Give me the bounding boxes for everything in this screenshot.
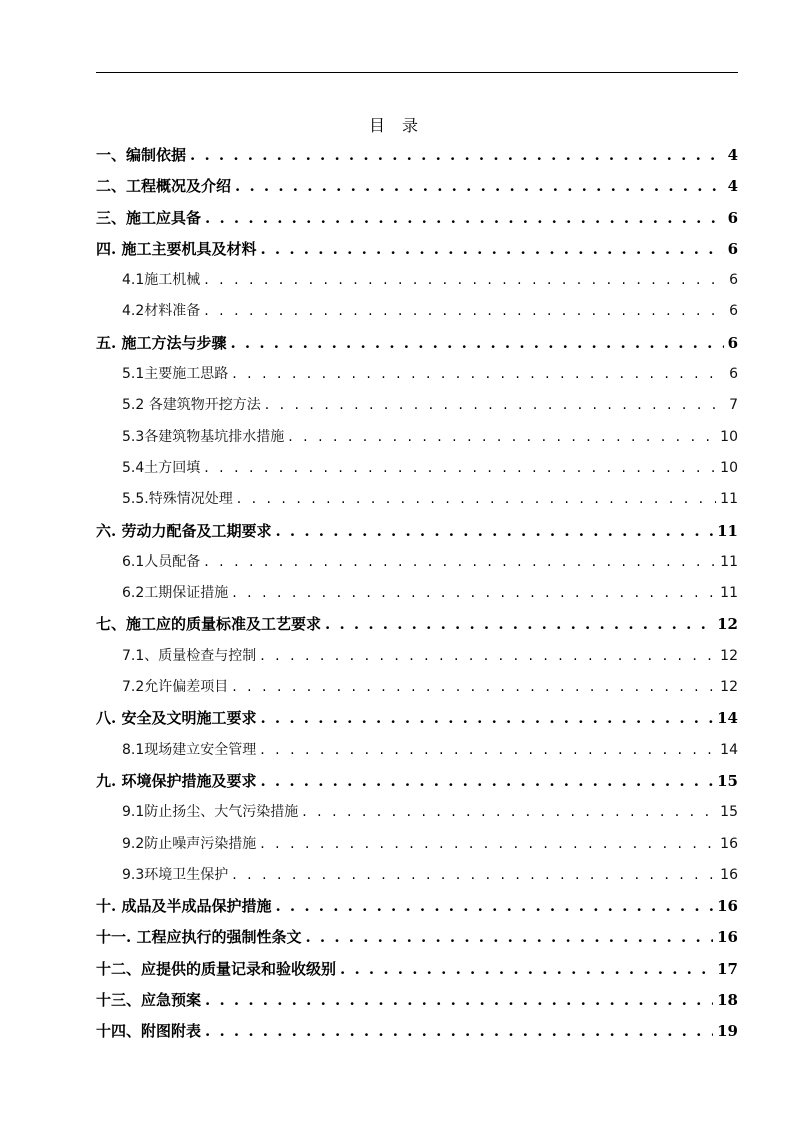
toc-entry[interactable]: [96, 609, 738, 640]
toc-entry[interactable]: [96, 703, 738, 734]
toc-entry-page: 14: [720, 741, 738, 758]
toc-entry-label: 八. 安全及文明施工要求: [96, 709, 257, 728]
toc-entry-page: 6: [727, 239, 738, 258]
toc-entry-label: 5.4土方回填: [122, 459, 201, 476]
toc-dot-leader: [260, 735, 716, 766]
toc-dot-leader: [190, 140, 724, 171]
toc-entry-label: 七、施工应的质量标准及工艺要求: [96, 615, 322, 634]
toc-entry-page: 15: [717, 771, 738, 790]
toc-entry-label: 九. 环境保护措施及要求: [96, 771, 257, 790]
toc-entry-page: 10: [720, 428, 738, 445]
toc-entry-label: 二、工程概况及介绍: [96, 177, 232, 196]
toc-entry-page: 19: [717, 1022, 738, 1041]
toc-entry[interactable]: [96, 860, 738, 891]
toc-entry-label: 5.3各建筑物基坑排水措施: [122, 428, 285, 445]
toc-entry-page: 11: [720, 553, 738, 570]
toc-entry-label: 5.1主要施工思路: [122, 366, 229, 383]
toc-entry-label: 4.1施工机械: [122, 272, 201, 289]
toc-entry[interactable]: [96, 265, 738, 296]
toc-dot-leader: [260, 766, 713, 797]
toc-entry-label: 五. 施工方法与步骤: [96, 333, 227, 352]
toc-dot-leader: [230, 328, 723, 359]
toc-dot-leader: [204, 265, 724, 296]
toc-entry-label: 六. 劳动力配备及工期要求: [96, 521, 272, 540]
toc-entry[interactable]: [96, 547, 738, 578]
toc-entry-page: 17: [717, 959, 738, 978]
toc-entry-page: 4: [727, 146, 738, 164]
toc-entry[interactable]: [96, 797, 738, 828]
toc-dot-leader: [204, 296, 724, 327]
toc-entry[interactable]: [96, 516, 738, 547]
toc-entry[interactable]: [96, 985, 738, 1016]
toc-entry-label: 十四、附图附表: [96, 1022, 202, 1041]
toc-entry[interactable]: [96, 296, 738, 327]
toc-dot-leader: [232, 672, 716, 703]
toc-dot-leader: [288, 422, 716, 453]
toc-dot-leader: [232, 860, 716, 891]
toc-entry-page: 6: [727, 333, 738, 352]
toc-entry-page: 12: [720, 647, 738, 664]
toc-entry[interactable]: [96, 672, 738, 703]
toc-entry[interactable]: [96, 829, 738, 860]
toc-entry-label: 9.2防止噪声污染措施: [122, 835, 257, 852]
toc-entry[interactable]: [96, 578, 738, 609]
toc-title: 目 录: [368, 116, 425, 135]
toc-dot-leader: [340, 954, 713, 985]
toc-entry-page: 15: [720, 804, 738, 821]
toc-dot-leader: [265, 390, 724, 421]
toc-entry[interactable]: [96, 140, 738, 171]
toc-entry[interactable]: [96, 328, 738, 359]
toc-entry-label: 7.1、质量检查与控制: [122, 647, 257, 664]
toc-entry-label: 十. 成品及半成品保护措施: [96, 897, 272, 916]
toc-entry-page: 16: [720, 866, 738, 883]
toc-entry[interactable]: [96, 766, 738, 797]
toc-entry-label: 5.2 各建筑物开挖方法: [122, 397, 261, 414]
toc-entry-label: 6.2工期保证措施: [122, 585, 229, 602]
toc-entry[interactable]: [96, 390, 738, 421]
toc-entry-page: 11: [720, 585, 738, 602]
toc-entry-page: 12: [717, 615, 738, 634]
toc-entry-label: 十一. 工程应执行的强制性条文: [96, 928, 302, 947]
toc-entry[interactable]: [96, 641, 738, 672]
toc-dot-leader: [204, 453, 716, 484]
toc-entry-label: 十三、应急预案: [96, 991, 202, 1010]
toc-entry-label: 三、施工应具备: [96, 208, 202, 227]
toc-entry-page: 6: [729, 366, 738, 383]
toc-entry-page: 18: [717, 991, 738, 1010]
toc-entry-page: 16: [720, 835, 738, 852]
toc-dot-leader: [275, 891, 713, 922]
toc-dot-leader: [205, 1016, 713, 1047]
toc-dot-leader: [325, 609, 713, 640]
toc-entry[interactable]: [96, 234, 738, 265]
toc-dot-leader: [232, 578, 716, 609]
toc-entry-label: 5.5.特殊情况处理: [122, 491, 233, 508]
toc-entry-label: 9.3环境卫生保护: [122, 866, 229, 883]
toc-entry[interactable]: [96, 891, 738, 922]
toc-dot-leader: [205, 985, 713, 1016]
toc-entry-page: 14: [717, 709, 738, 728]
toc-entry-label: 8.1现场建立安全管理: [122, 741, 257, 758]
toc-entry[interactable]: [96, 171, 738, 202]
toc-entry-page: 6: [727, 208, 738, 227]
toc-entry-page: 11: [717, 521, 738, 540]
toc-entry[interactable]: [96, 422, 738, 453]
toc-entry[interactable]: [96, 484, 738, 515]
toc-dot-leader: [235, 171, 724, 202]
toc-entry-page: 11: [720, 491, 738, 508]
toc-dot-leader: [302, 797, 716, 828]
toc-entry-label: 7.2允许偏差项目: [122, 679, 229, 696]
toc-entry-page: 7: [729, 397, 738, 414]
toc-dot-leader: [237, 484, 716, 515]
toc-entry-page: 6: [729, 272, 738, 289]
toc-entry[interactable]: [96, 1016, 738, 1047]
toc-entry-label: 四. 施工主要机具及材料: [96, 239, 257, 258]
toc-entry-label: 一、编制依据: [96, 146, 187, 164]
toc-entry[interactable]: [96, 922, 738, 953]
toc-dot-leader: [260, 641, 716, 672]
toc-entry[interactable]: [96, 359, 738, 390]
toc-entry-page: 16: [717, 928, 738, 947]
toc-dot-leader: [275, 516, 713, 547]
toc-entry[interactable]: [96, 735, 738, 766]
toc-dot-leader: [260, 234, 723, 265]
table-of-contents: [96, 140, 738, 1048]
toc-entry-page: 10: [720, 459, 738, 476]
toc-dot-leader: [205, 203, 724, 234]
toc-entry-page: 16: [717, 897, 738, 916]
toc-entry-label: 十二、应提供的质量记录和验收级别: [96, 959, 337, 978]
toc-dot-leader: [305, 922, 713, 953]
toc-entry-page: 4: [727, 177, 738, 196]
toc-entry[interactable]: [96, 203, 738, 234]
toc-dot-leader: [204, 547, 716, 578]
toc-dot-leader: [260, 703, 713, 734]
toc-entry-page: 6: [729, 303, 738, 320]
toc-dot-leader: [260, 829, 716, 860]
toc-entry-label: 4.2材料准备: [122, 303, 201, 320]
toc-entry[interactable]: [96, 453, 738, 484]
header-rule: [96, 72, 738, 73]
toc-entry[interactable]: [96, 954, 738, 985]
toc-dot-leader: [232, 359, 724, 390]
toc-entry-page: 12: [720, 679, 738, 696]
toc-entry-label: 6.1人员配备: [122, 553, 201, 570]
toc-entry-label: 9.1防止扬尘、大气污染措施: [122, 804, 299, 821]
